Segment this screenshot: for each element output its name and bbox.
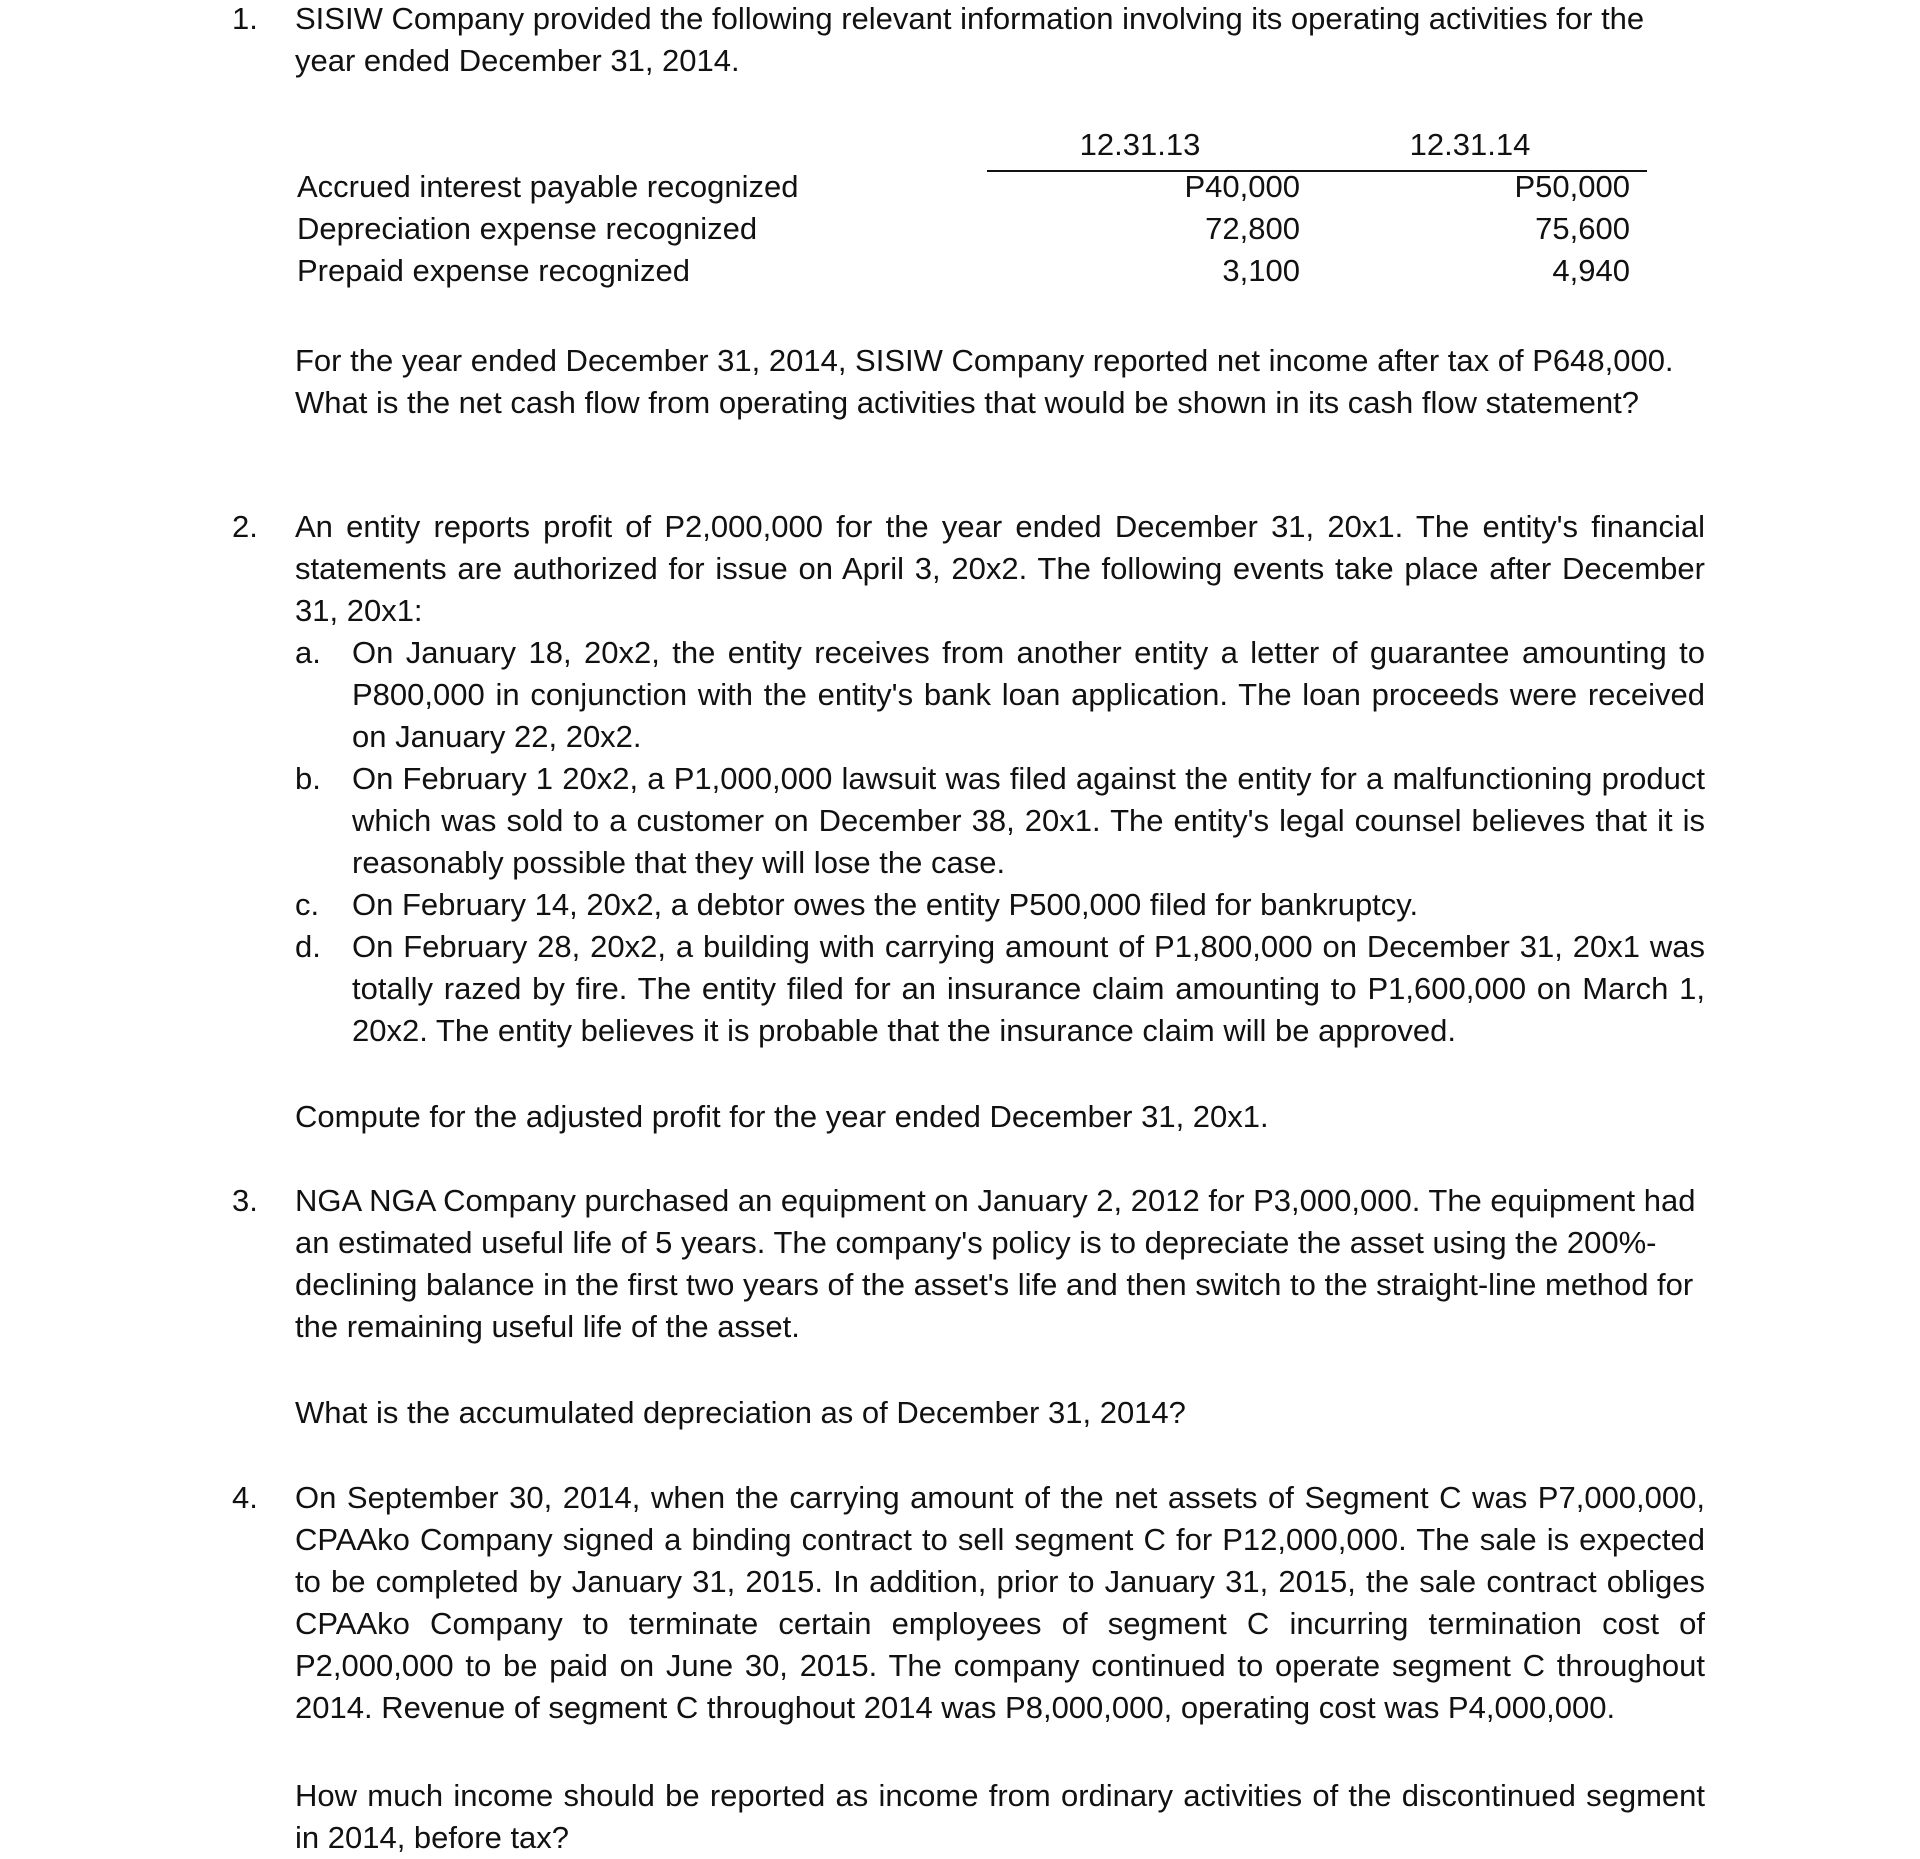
q4-block — [295, 1477, 1705, 1729]
list-text: On February 14, 20x2, a debtor owes the entity P500,000 filed for bankruptcy. — [352, 887, 1419, 922]
q3-intro: NGA NGA Company purchased an equipment on January 2, 2012 for P3,000,000. The equipment had an estimated useful life of 5 years. The company's policy is to depreciate the asset using the 200%-declining balance in the first two years of the asset's life and then switch to the straight-line method for the remaining useful life of the asset. — [295, 1183, 1696, 1344]
list-letter: c. — [295, 887, 320, 922]
row-value-2013: 72,800 — [1205, 211, 1300, 246]
table-row — [297, 208, 1657, 250]
table-row — [297, 166, 1657, 208]
list-item — [295, 884, 1705, 926]
list-letter: a. — [295, 635, 321, 670]
row-label: Depreciation expense recognized — [297, 211, 758, 246]
list-item — [295, 926, 1705, 1052]
list-letter: d. — [295, 929, 321, 964]
list-text: On February 28, 20x2, a building with carrying amount of P1,800,000 on December 31, 20x1 was totally razed by fire. The entity filed for an insurance claim amounting to P1,600,000 on March 1, 20x2. The entity believes it is probable that the insurance claim will be approved. — [352, 929, 1705, 1048]
q1-block — [295, 0, 1705, 82]
q2-intro: An entity reports profit of P2,000,000 for the year ended December 31, 20x1. The entity's financial statements are authorized for issue on April 3, 20x2. The following events take place after December 31, 20x1: — [295, 509, 1705, 628]
q4-number: 4. — [232, 1480, 258, 1515]
q2-question-block — [295, 1096, 1705, 1138]
list-text: On February 1 20x2, a P1,000,000 lawsuit was filed against the entity for a malfunctioning product which was sold to a customer on December 38, 20x1. The entity's legal counsel believes that it is reasonably possible that they will lose the case. — [352, 761, 1705, 880]
q2-question: Compute for the adjusted profit for the year ended December 31, 20x1. — [295, 1099, 1269, 1134]
list-text: On January 18, 20x2, the entity receives from another entity a letter of guarantee amounting to P800,000 in conjunction with the entity's bank loan application. The loan proceeds were received on January 22, 20x2. — [352, 635, 1705, 754]
q1-intro: SISIW Company provided the following relevant information involving its operating activities for the year ended December 31, 2014. — [295, 1, 1645, 78]
table-row — [297, 250, 1657, 292]
q1-number: 1. — [232, 1, 258, 36]
q3-question: What is the accumulated depreciation as of December 31, 2014? — [295, 1395, 1186, 1430]
q2-block — [295, 506, 1705, 1052]
row-value-2013: P40,000 — [1184, 169, 1300, 204]
row-value-2014: 4,940 — [1552, 253, 1630, 288]
row-value-2013: 3,100 — [1222, 253, 1300, 288]
q1-question: For the year ended December 31, 2014, SISIW Company reported net income after tax of P648,000. What is the net cash flow from operating activities that would be shown in its cash flow statement? — [295, 343, 1674, 420]
q4-question: How much income should be reported as income from ordinary activities of the discontinued segment in 2014, before tax? — [295, 1778, 1705, 1855]
q3-block — [295, 1180, 1705, 1348]
table-col-2013: 12.31.13 — [1079, 127, 1201, 162]
table-header — [297, 124, 1657, 166]
q1-table — [297, 124, 1657, 292]
row-value-2014: P50,000 — [1514, 169, 1630, 204]
q1-question-block — [295, 340, 1705, 424]
list-item — [295, 758, 1705, 884]
row-label: Prepaid expense recognized — [297, 253, 690, 288]
q4-intro: On September 30, 2014, when the carrying amount of the net assets of Segment C was P7,000,000, CPAAko Company signed a binding contract to sell segment C for P12,000,000. The sale is expected to be completed by January 31, 2015. In addition, prior to January 31, 2015, the sale contract obliges CPAAko Company to terminate certain employees of segment C incurring termination cost of P2,000,000 to be paid on June 30, 2015. The company continued to operate segment C throughout 2014. Revenue of segment C throughout 2014 was P8,000,000, operating cost was P4,000,000. — [295, 1480, 1705, 1725]
q4-question-block — [295, 1775, 1705, 1859]
table-col-2014: 12.31.14 — [1409, 127, 1531, 162]
row-label: Accrued interest payable recognized — [297, 169, 799, 204]
q2-number: 2. — [232, 509, 258, 544]
q3-number: 3. — [232, 1183, 258, 1218]
q3-question-block — [295, 1392, 1705, 1434]
list-item — [295, 632, 1705, 758]
list-letter: b. — [295, 761, 321, 796]
row-value-2014: 75,600 — [1535, 211, 1630, 246]
